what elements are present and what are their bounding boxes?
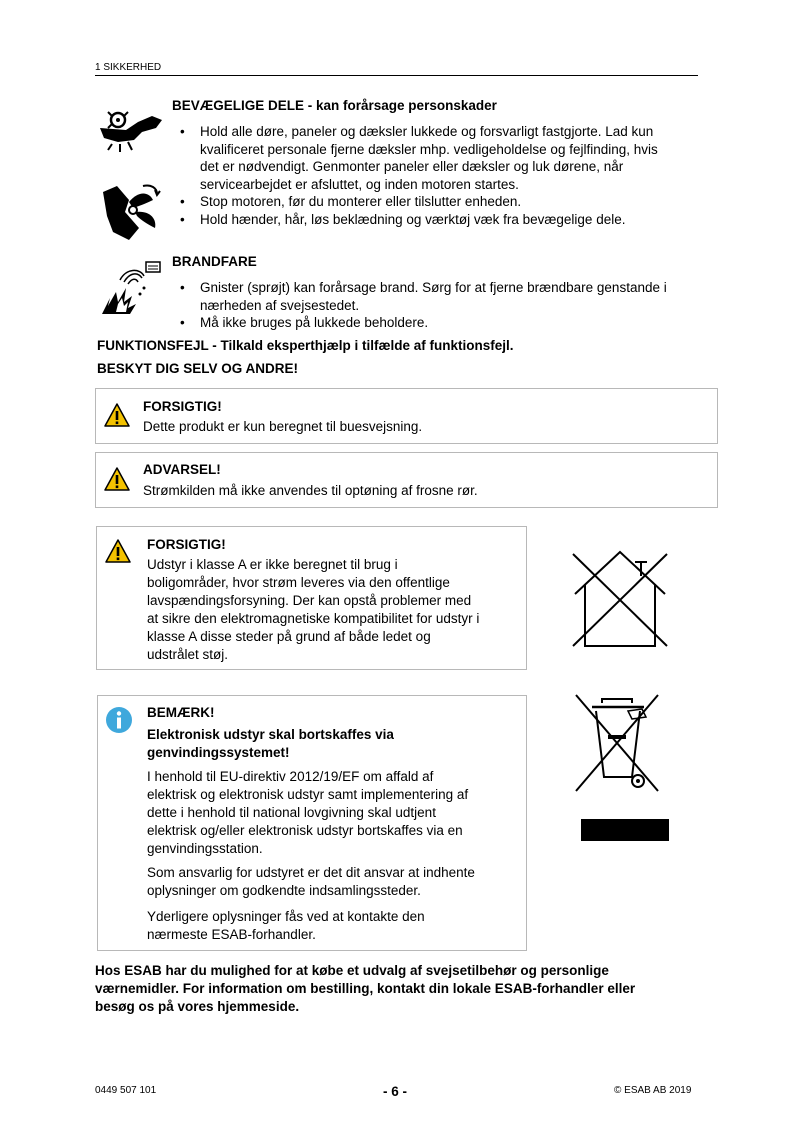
- weee-bar: [581, 819, 669, 841]
- note-paragraph-1: [147, 768, 468, 858]
- fire-hazard-icon: [100, 258, 166, 316]
- list-item: • Må ikke bruges på lukkede beholdere.: [180, 314, 680, 332]
- moving-parts-list: [180, 123, 680, 228]
- text-line: værnemidler. For information om bestilling, kontakt din lokale ESAB-forhandler eller: [95, 981, 636, 996]
- class-a-caution-box: [96, 526, 527, 670]
- text-line: elektrisk og/eller elektronisk udstyr bortskaffes via en: [147, 823, 463, 838]
- text-line: Hos ESAB har du mulighed for at købe et udvalg af svejsetilbehør og personlige: [95, 963, 609, 978]
- text-line: nærmeste ESAB-forhandler.: [147, 927, 316, 942]
- page-number: - 6 -: [383, 1084, 408, 1099]
- fan-hand-hazard-icon: [99, 182, 165, 244]
- text-line: dette i henhold til national lovgivning skal udtjent: [147, 805, 436, 820]
- text-line: elektrisk og elektronisk udstyr samt implementering af: [147, 787, 469, 802]
- warning-triangle-icon: [103, 466, 131, 492]
- weee-bin-icon: [572, 693, 662, 795]
- fire-list: [180, 279, 680, 332]
- section-label: 1 SIKKERHED: [95, 62, 162, 73]
- text-line: klasse A disse steder på grund af både ledet og: [147, 629, 431, 644]
- document-number: 0449 507 101: [95, 1085, 157, 1096]
- text-line: at sikre den elektromagnetiske kompatibilitet for udstyr i: [147, 611, 480, 626]
- caution-title: FORSIGTIG!: [143, 399, 222, 414]
- caution-box: [95, 388, 718, 444]
- warning-triangle-icon: [103, 402, 131, 428]
- info-icon: [105, 706, 133, 734]
- note-paragraph-2: [147, 864, 475, 900]
- text-line: boligområder, hvor strøm leveres via den offentlige: [147, 575, 450, 590]
- note-title: BEMÆRK!: [147, 705, 215, 720]
- text-line: besøg os på vores hjemmeside.: [95, 999, 300, 1014]
- note-box: [97, 695, 527, 951]
- protect-notice: BESKYT DIG SELV OG ANDRE!: [97, 361, 299, 376]
- class-a-caution-text: [147, 556, 479, 664]
- warning-triangle-icon: [104, 538, 132, 564]
- text-line: genvindingssystemet!: [147, 745, 290, 760]
- text-line: I henhold til EU-direktiv 2012/19/EF om affald af: [147, 769, 434, 784]
- text-line: Elektronisk udstyr skal bortskaffes via: [147, 727, 394, 742]
- warning-title: ADVARSEL!: [143, 462, 221, 477]
- text-line: lavspændingsforsyning. Der kan opstå problemer med: [147, 593, 472, 608]
- warning-box: [95, 452, 718, 508]
- no-residential-use-icon: [569, 548, 671, 650]
- text-line: genvindingsstation.: [147, 841, 263, 856]
- text-line: oplysninger om godkendte indsamlingssteder.: [147, 883, 421, 898]
- warning-text: Strømkilden må ikke anvendes til optøning af frosne rør.: [143, 483, 478, 498]
- page-header: [95, 62, 698, 76]
- malfunction-notice: FUNKTIONSFEJL - Tilkald eksperthjælp i tilfælde af funktionsfejl.: [97, 338, 514, 353]
- text-line: Yderligere oplysninger fås ved at kontakte den: [147, 909, 425, 924]
- moving-parts-title: BEVÆGELIGE DELE - kan forårsage personskader: [172, 98, 497, 113]
- note-paragraph-3: [147, 908, 425, 944]
- fire-title: BRANDFARE: [172, 254, 257, 269]
- caution-text: Dette produkt er kun beregnet til buesvejsning.: [143, 419, 423, 434]
- gear-hand-hazard-icon: [98, 108, 164, 154]
- closing-paragraph: [95, 962, 695, 1016]
- list-item: • Stop motoren, før du monterer eller tilslutter enheden.: [180, 193, 680, 211]
- text-line: udstrålet støj.: [147, 647, 229, 662]
- list-item: • Hold hænder, hår, løs beklædning og værktøj væk fra bevægelige dele.: [180, 211, 680, 229]
- list-item: • Hold alle døre, paneler og dæksler lukkede og forsvarligt fastgjorte. Lad kun kvalificeret personale fjerne dæksler mhp. vedligeholdelse og fejlfinding, hvis det er nødvendigt. Genmonter paneler eller dæksler og luk dørene, når servicearbejdet er afsluttet, og inden motoren startes.: [180, 123, 680, 193]
- copyright: © ESAB AB 2019: [614, 1085, 692, 1096]
- text-line: Som ansvarlig for udstyret er det dit ansvar at indhente: [147, 865, 475, 880]
- text-line: Udstyr i klasse A er ikke beregnet til brug i: [147, 557, 398, 572]
- class-a-caution-title: FORSIGTIG!: [147, 537, 226, 552]
- list-item: • Gnister (sprøjt) kan forårsage brand. Sørg for at fjerne brændbare genstande i nærheden af svejsestedet.: [180, 279, 680, 314]
- note-subtitle: [147, 726, 394, 762]
